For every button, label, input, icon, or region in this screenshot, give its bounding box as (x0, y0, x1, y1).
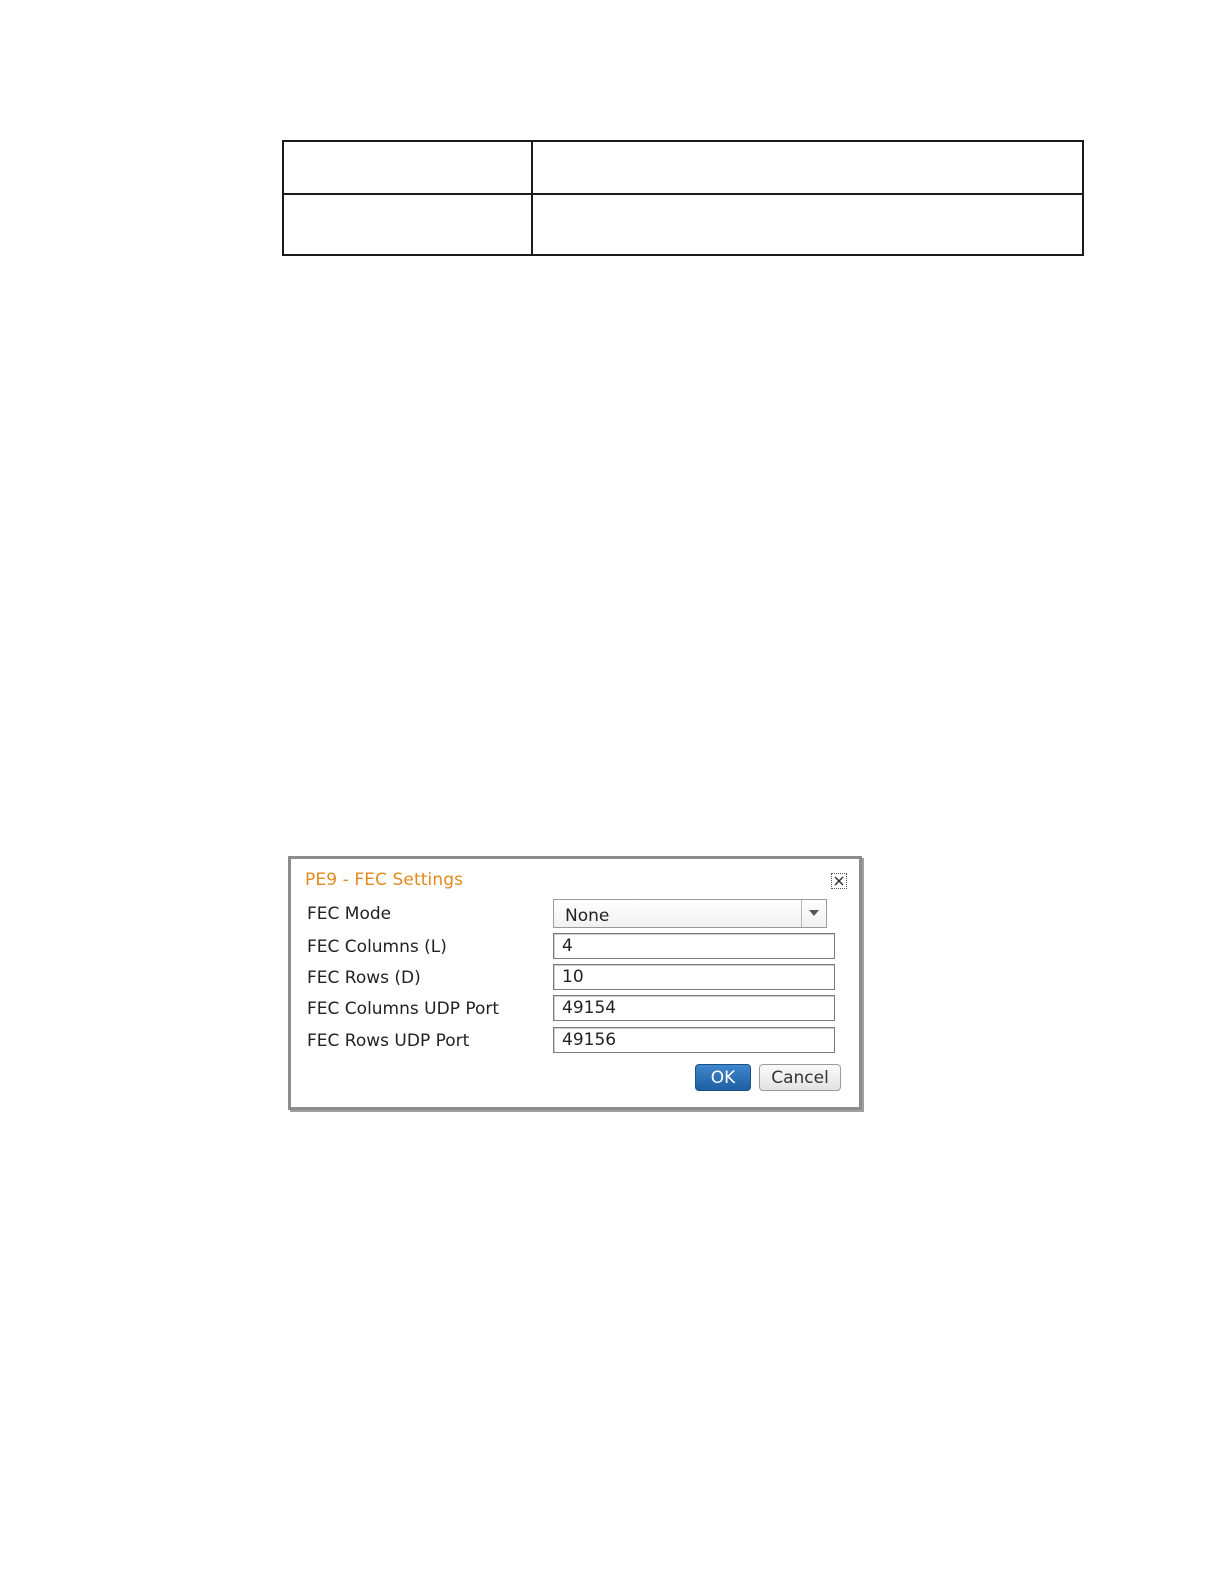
fec-mode-select[interactable] (553, 899, 827, 928)
fec-mode-value: None (565, 906, 610, 926)
fec-columns-input[interactable]: 4 (553, 933, 835, 959)
table-row (283, 141, 1083, 194)
document-table (282, 140, 1084, 256)
table-cell (283, 141, 532, 194)
fec-settings-dialog (288, 856, 862, 1110)
close-icon (832, 874, 846, 888)
cancel-button[interactable]: Cancel (759, 1064, 841, 1091)
dropdown-button[interactable] (801, 900, 826, 927)
close-button[interactable] (831, 873, 847, 889)
chevron-down-icon (809, 910, 819, 916)
table-cell (283, 194, 532, 255)
dialog-title: PE9 - FEC Settings (305, 870, 464, 890)
fec-rows-udp-port-label: FEC Rows UDP Port (307, 1031, 470, 1051)
fec-rows-input[interactable]: 10 (553, 964, 835, 990)
fec-mode-label: FEC Mode (307, 904, 392, 924)
fec-columns-udp-port-label: FEC Columns UDP Port (307, 999, 500, 1019)
table-cell (532, 194, 1083, 255)
fec-rows-label: FEC Rows (D) (307, 968, 421, 988)
fec-columns-udp-port-input[interactable]: 49154 (553, 995, 835, 1021)
table-cell (532, 141, 1083, 194)
fec-columns-label: FEC Columns (L) (307, 937, 447, 957)
ok-button[interactable]: OK (695, 1064, 751, 1091)
fec-rows-udp-port-input[interactable]: 49156 (553, 1027, 835, 1053)
table-row (283, 194, 1083, 255)
